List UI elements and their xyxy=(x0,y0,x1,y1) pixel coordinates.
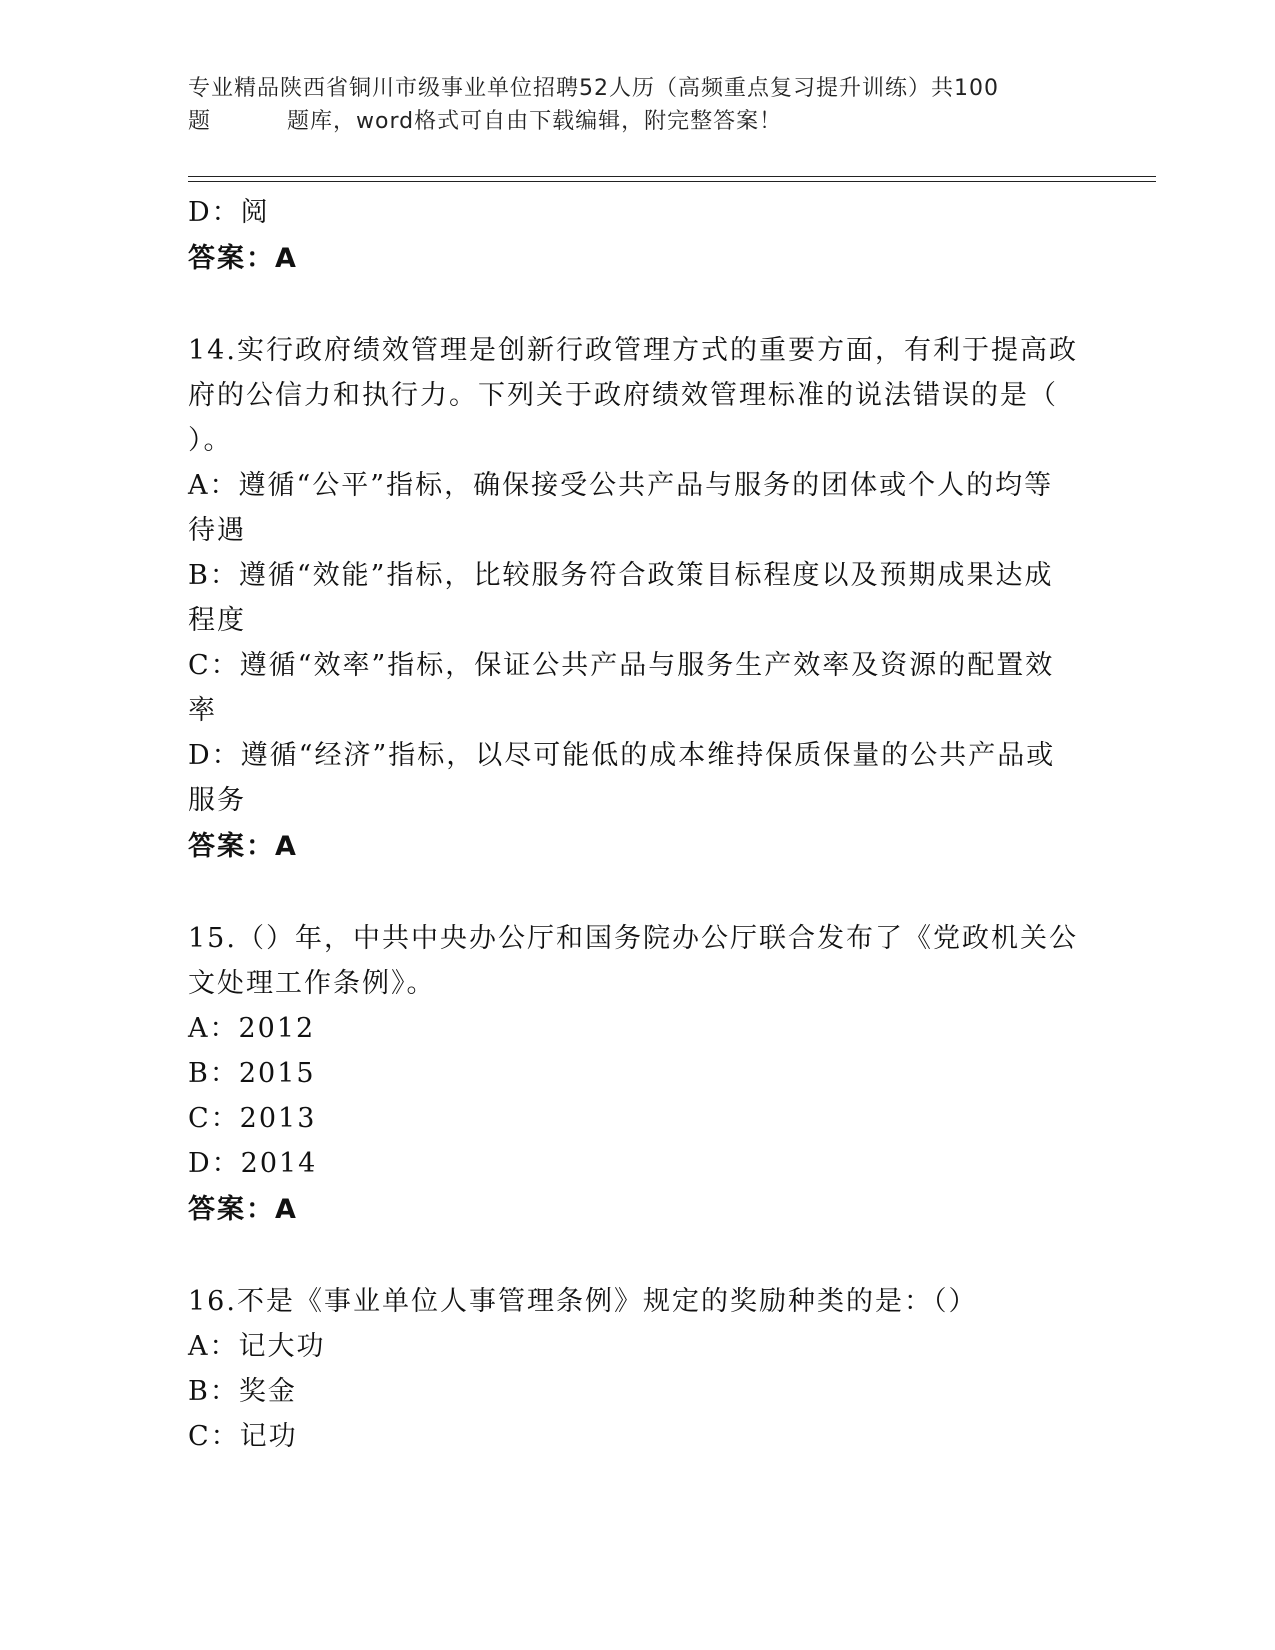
spacer xyxy=(188,1233,1088,1279)
spacer xyxy=(188,870,1088,916)
question-13-tail xyxy=(188,190,1088,282)
question-stem-line: 15.（）年，中共中央办公厅和国务院办公厅联合发布了《党政机关公 xyxy=(188,923,1078,954)
question-14 xyxy=(188,328,1088,870)
option-d: D：阅 xyxy=(188,197,270,228)
option-c-continued: 率 xyxy=(188,695,217,726)
header-title-line-2-rest: 题库，word格式可自由下载编辑，附完整答案！ xyxy=(287,109,783,134)
option-b: B：奖金 xyxy=(188,1376,297,1407)
option-b-continued: 程度 xyxy=(188,605,246,636)
header-title-line-2-start: 题 xyxy=(188,109,212,134)
option-b: B：2015 xyxy=(188,1058,316,1089)
option-d-continued: 服务 xyxy=(188,785,246,816)
question-stem-line: 14.实行政府绩效管理是创新行政管理方式的重要方面，有利于提高政 xyxy=(188,335,1078,366)
header-title-line-1: 专业精品陕西省铜川市级事业单位招聘52人历（高频重点复习提升训练）共100 xyxy=(188,76,999,101)
option-c: C：2013 xyxy=(188,1103,317,1134)
question-15 xyxy=(188,916,1088,1233)
question-stem-line: 16.不是《事业单位人事管理条例》规定的奖励种类的是：（） xyxy=(188,1286,978,1317)
option-d: D：2014 xyxy=(188,1148,318,1179)
question-stem-line: ）。 xyxy=(188,425,233,456)
option-c: C：记功 xyxy=(188,1421,298,1452)
option-a: A：遵循“公平”指标，确保接受公共产品与服务的团体或个人的均等 xyxy=(188,470,1054,501)
option-d: D：遵循“经济”指标，以尽可能低的成本维持保质保量的公共产品或 xyxy=(188,740,1056,771)
option-a-continued: 待遇 xyxy=(188,515,246,546)
document-body xyxy=(188,190,1088,1459)
question-16 xyxy=(188,1279,1088,1459)
answer: 答案：A xyxy=(188,243,298,274)
header-divider-top xyxy=(188,176,1156,177)
spacer xyxy=(188,282,1088,328)
header-divider-bottom xyxy=(188,181,1156,182)
question-stem-line: 府的公信力和执行力。下列关于政府绩效管理标准的说法错误的是（ xyxy=(188,380,1058,411)
option-b: B：遵循“效能”指标，比较服务符合政策目标程度以及预期成果达成 xyxy=(188,560,1054,591)
answer: 答案：A xyxy=(188,831,298,862)
question-stem-line: 文处理工作条例》。 xyxy=(188,968,436,999)
option-c: C：遵循“效率”指标，保证公共产品与服务生产效率及资源的配置效 xyxy=(188,650,1055,681)
answer: 答案：A xyxy=(188,1194,298,1225)
page-header xyxy=(188,72,1068,138)
option-a: A：记大功 xyxy=(188,1331,326,1362)
header-title-line-2 xyxy=(188,105,1068,138)
option-a: A：2012 xyxy=(188,1013,316,1044)
